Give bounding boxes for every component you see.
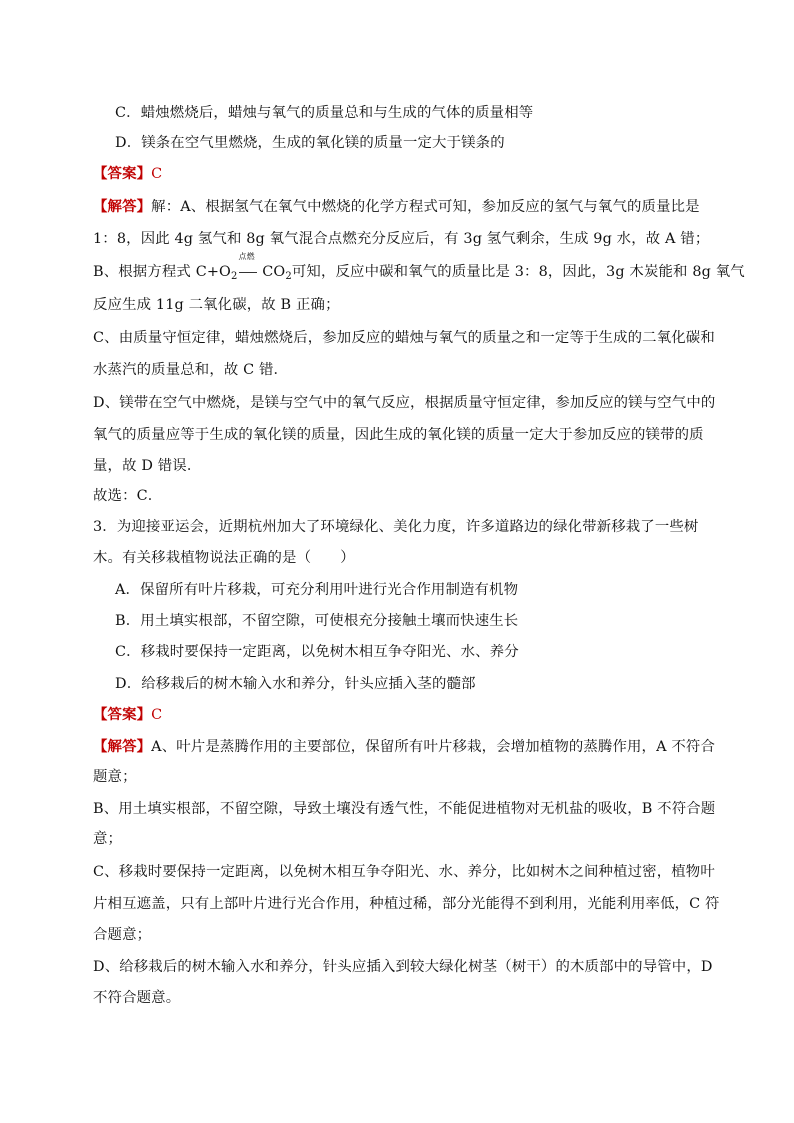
analysis-text: 解：A、根据氢气在氧气中燃烧的化学方程式可知，参加反应的氢气与氧气的质量比是 [151,199,700,215]
q3-option-d: D．给移栽后的树木输入水和养分，针头应插入茎的髓部 [115,676,476,692]
o2-subscript: 2 [231,271,238,282]
q2-analysis-line-7: D、镁带在空气中燃烧，是镁与空气中的氧气反应，根据质量守恒定律，参加反应的镁与空气中的 [93,395,716,411]
reaction-condition: 点燃 [238,252,255,261]
q3-analysis-line-1 [93,737,715,757]
q3-analysis-line-5: C、移栽时要保持一定距离，以免树木相互争夺阳光、水、养分，比如树木之间种植过密，植物叶 [93,864,715,880]
q2-analysis-line-9: 量，故 D 错误． [93,458,202,474]
answer-tag: 【答案】 [93,165,152,182]
q2-analysis-line-6: 水蒸汽的质量总和，故 C 错． [93,362,289,378]
product-co2: CO [262,264,286,280]
answer-tag: 【答案】 [93,706,152,723]
q3-analysis-line-3: B、用土填实根部，不留空隙，导致土壤没有透气性，不能促进植物对无机盐的吸收，B 不符合题 [93,801,716,817]
q2-analysis-line-10: 故选：C． [93,488,163,504]
q3-analysis-line-9: 不符合题意。 [93,990,181,1006]
q2-option-c: C．蜡烛燃烧后，蜡烛与氧气的质量总和与生成的气体的质量相等 [115,105,534,121]
q3-answer [93,705,162,725]
q3-option-a: A．保留所有叶片移栽，可充分利用叶进行光合作用制造有机物 [115,582,519,598]
co2-subscript: 2 [285,271,292,282]
q3-analysis-line-4: 意； [93,831,123,847]
q3-analysis-line-8: D、给移栽后的树木输入水和养分，针头应插入到较大绿化树茎（树干）的木质部中的导管中，D [93,959,713,975]
answer-value: C [151,707,163,723]
q3-stem-line-1: 3．为迎接亚运会，近期杭州加大了环境绿化、美化力度，许多道路边的绿化带新移栽了一些树 [93,519,699,535]
q2-analysis-line-8: 氧气的质量应等于生成的氧化镁的质量，因此生成的氧化镁的质量一定大于参加反应的镁带的质 [93,427,704,443]
reaction-arrow [238,252,258,282]
q3-stem-line-2: 木。有关移栽植物说法正确的是（ ） [93,550,355,566]
analysis-tag: 【解答】 [93,198,152,215]
q3-option-b: B．用土填实根部，不留空隙，可使根充分接触土壤而快速生长 [115,613,519,629]
q2-analysis-line-3 [93,252,745,287]
q2-analysis-line-4: 反应生成 11g 二氧化碳，故 B 正确； [93,297,340,313]
q2-analysis-line-5: C、由质量守恒定律，蜡烛燃烧后，参加反应的蜡烛与氧气的质量之和一定等于生成的二氧化碳和 [93,330,715,346]
equation-prefix: B、根据方程式 C+O [93,264,232,280]
q3-analysis-line-6: 片相互遮盖，只有上部叶片进行光合作用，种植过稀，部分光能得不到利用，光能利用率低，C 符 [93,896,720,912]
q3-analysis-line-2: 题意； [93,769,137,785]
q2-option-d: D．镁条在空气里燃烧，生成的氧化镁的质量一定大于镁条的 [115,135,505,151]
q3-analysis-line-7: 合题意； [93,927,152,943]
q2-answer [93,164,162,184]
equation-suffix: 可知，反应中碳和氧气的质量比是 3：8，因此，3g 木炭能和 8g 氧气 [291,264,745,280]
analysis-tag: 【解答】 [93,738,152,755]
analysis-text: A、叶片是蒸腾作用的主要部位，保留所有叶片移栽，会增加植物的蒸腾作用，A 不符合 [151,739,715,755]
q2-analysis-line-1 [93,197,700,217]
q3-option-c: C．移栽时要保持一定距离，以免树木相互争夺阳光、水、养分 [115,644,519,660]
answer-value: C [151,166,163,182]
q2-analysis-line-2: 1：8，因此 4g 氢气和 8g 氧气混合点燃充分反应后，有 3g 氢气剩余，生成 9g 水，故 A 错； [93,231,710,247]
